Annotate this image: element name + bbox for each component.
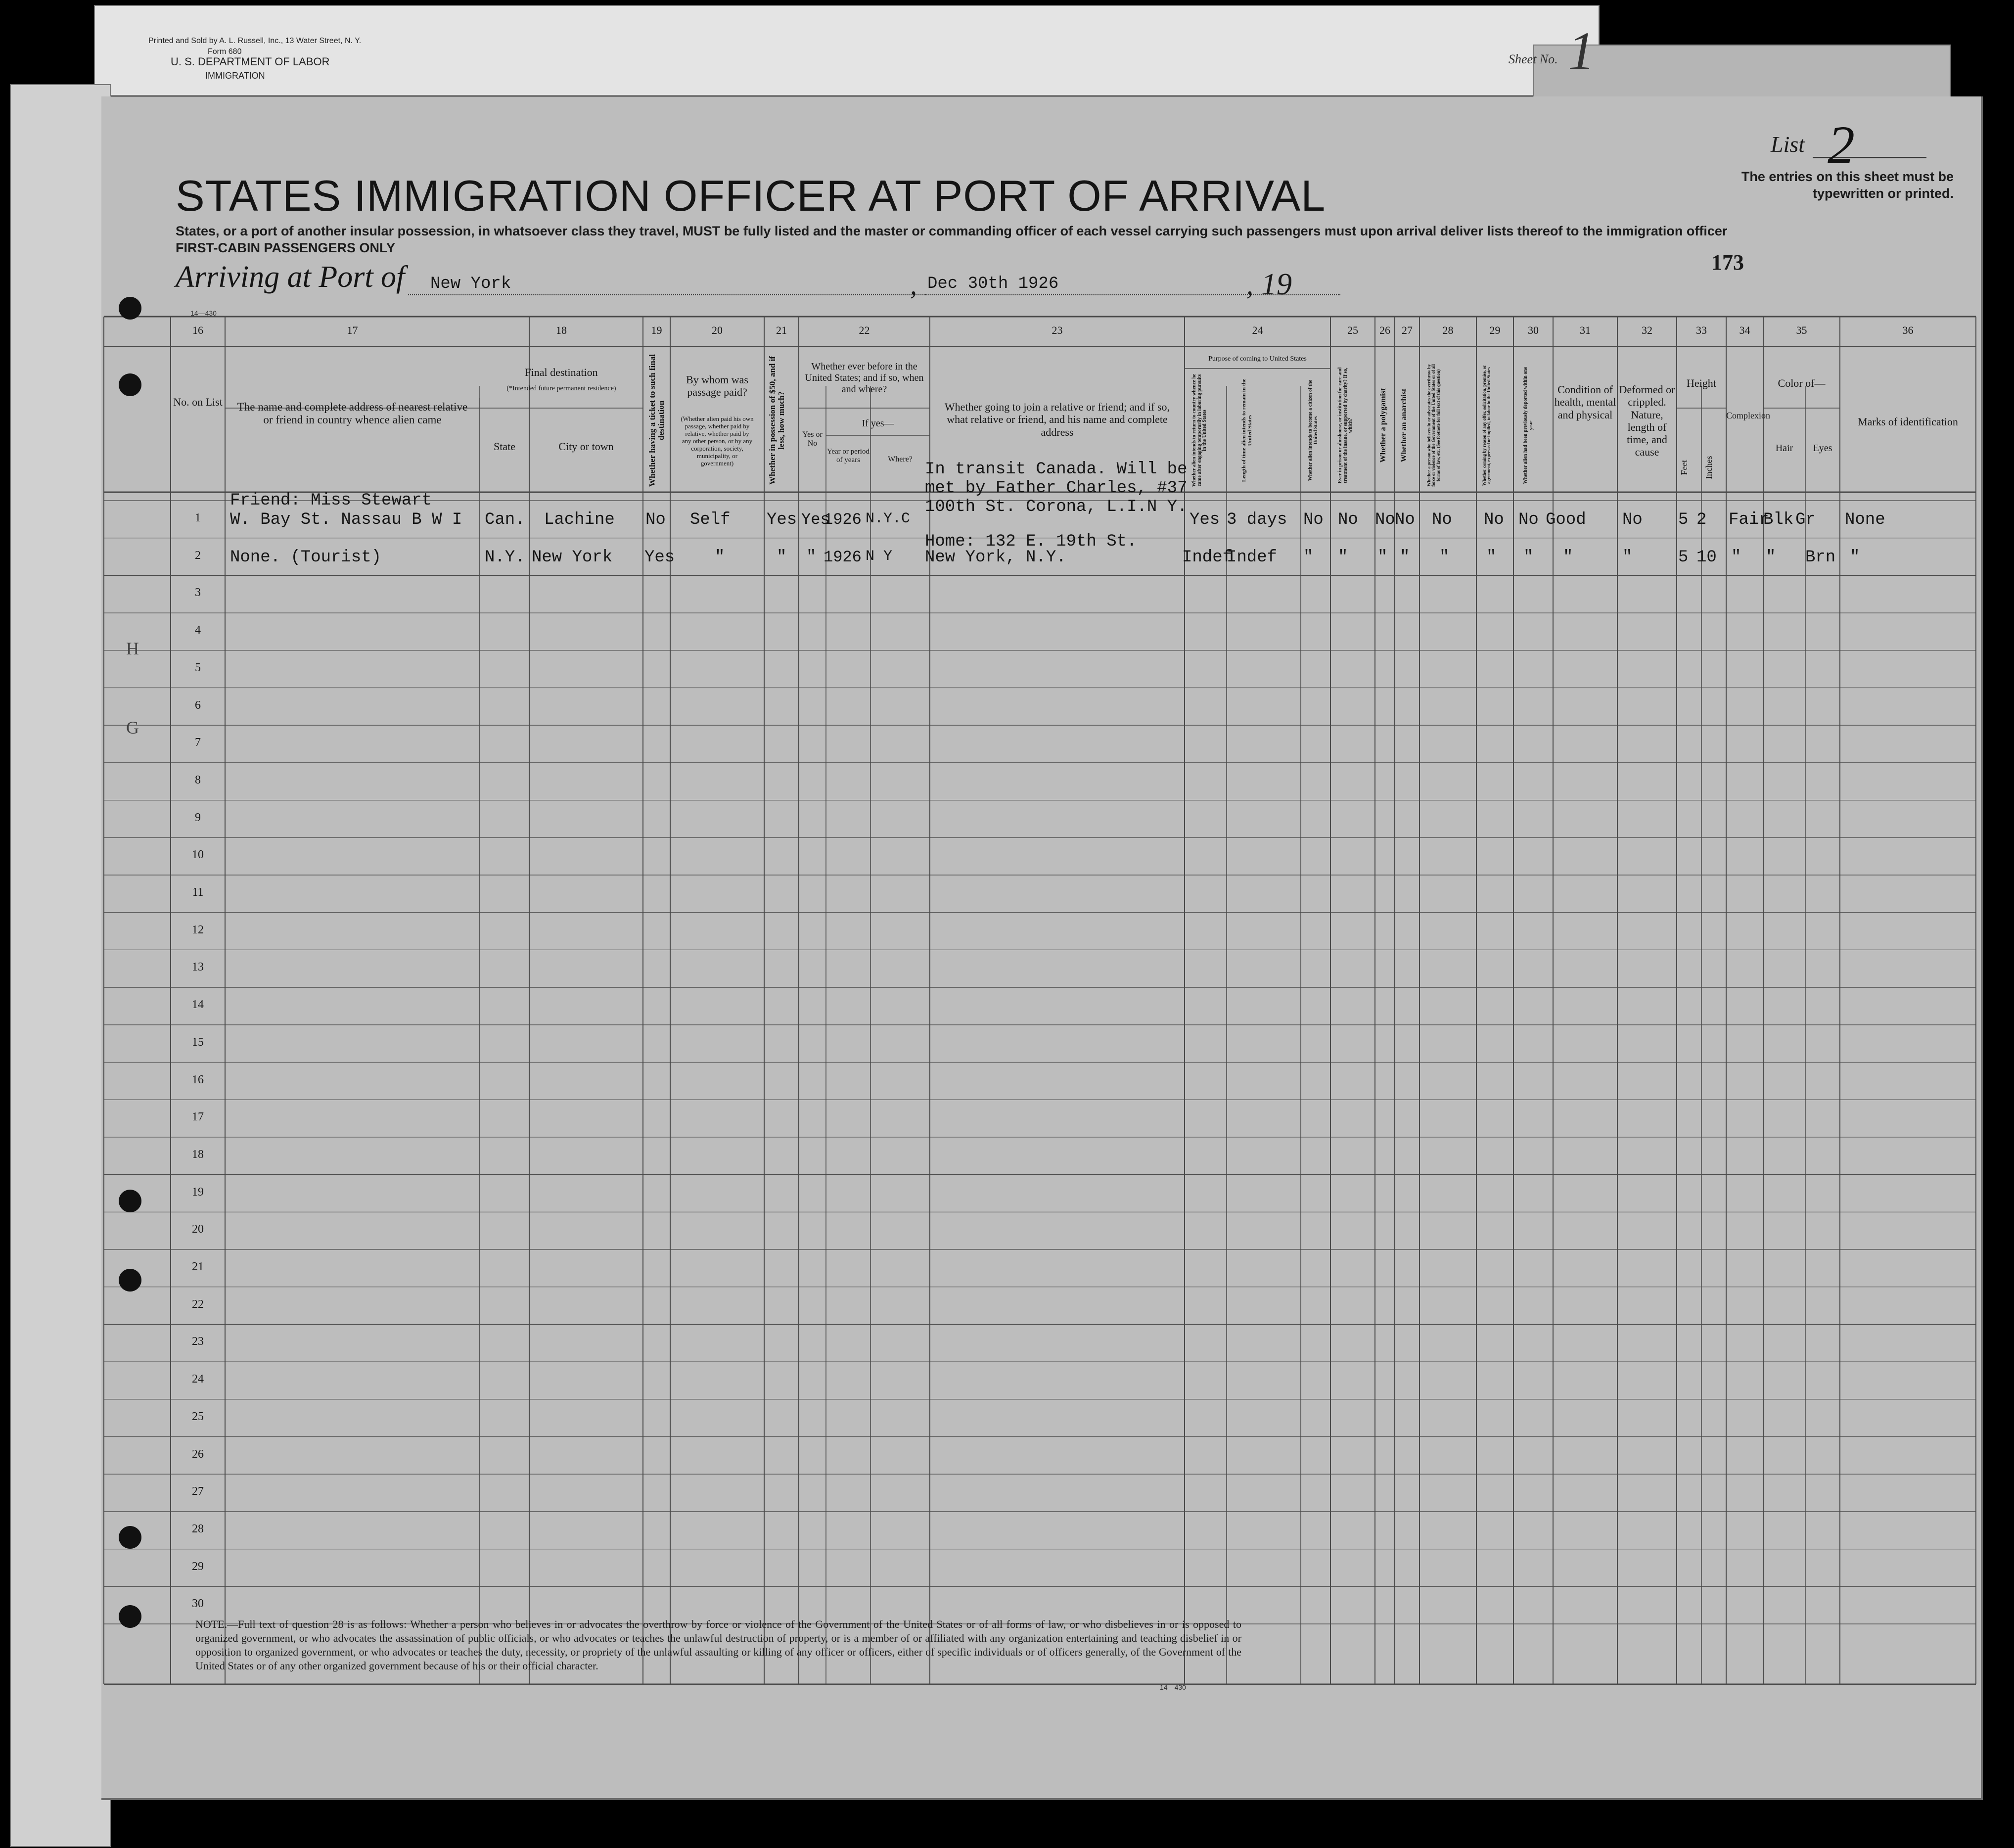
column-number-33: 33 xyxy=(1696,324,1707,336)
comma-1: , xyxy=(910,270,917,301)
row-number-11: 11 xyxy=(192,886,204,899)
row-number-2: 2 xyxy=(195,549,201,562)
row1-purpose-a: Yes xyxy=(1190,510,1220,529)
list-label: List xyxy=(1771,132,1805,157)
row2-deformed: " xyxy=(1622,548,1633,567)
row2-col30: " xyxy=(1523,548,1534,567)
row-number-17: 17 xyxy=(192,1110,204,1124)
row2-col26: " xyxy=(1377,548,1388,567)
header-q28: Whether a person who believes in or advocates the overthrow by force or violence of the Government of the United States or of all forms of law, etc. (See footnote for full text of this question) xyxy=(1426,364,1441,487)
header-ticket: Whether having a ticket to such final destination xyxy=(647,354,666,487)
form-code: 14—430 xyxy=(190,309,217,317)
header-city: City or town xyxy=(558,440,614,453)
header-passage-paid-note: (Whether alien paid his own passage, whether paid by relative, whether paid by any other person, or by any corporation, society, municipality, or government) xyxy=(681,415,754,467)
column-number-17: 17 xyxy=(347,324,358,336)
page-number: 173 xyxy=(1711,250,1744,275)
row-number-19: 19 xyxy=(192,1185,204,1199)
row1-health: Good xyxy=(1546,510,1586,529)
row1-deformed: No xyxy=(1622,510,1643,529)
row1-col29: No xyxy=(1484,510,1504,529)
header-height: Height xyxy=(1687,377,1716,389)
row1-purpose-c: No xyxy=(1303,510,1324,529)
column-number-21: 21 xyxy=(776,324,787,336)
entries-note: The entries on this sheet must be typewritten or printed. xyxy=(1741,169,1954,201)
header-complexion: Complexion xyxy=(1726,411,1770,420)
row1-ticket: No xyxy=(645,510,666,529)
row1-paid-by: Self xyxy=(690,510,731,529)
header-health: Condition of health, mental and physical xyxy=(1554,383,1616,421)
service: IMMIGRATION xyxy=(205,71,265,81)
header-deformed: Deformed or crippled. Nature, length of time, and cause xyxy=(1619,383,1675,459)
header-purpose-a: Whether alien intends to return to country whence he came after engaging temporarily in laboring pursuits in the United States xyxy=(1191,373,1207,487)
row2-state: N.Y. xyxy=(485,548,525,567)
column-number-31: 31 xyxy=(1580,324,1591,336)
header-q29: Whether coming by reason of any offer, solicitation, promise, or agreement, expressed or implied, to labor in the United States xyxy=(1482,365,1492,486)
row-number-13: 13 xyxy=(192,961,204,974)
row2-year: 1926 xyxy=(824,548,862,566)
column-number-34: 34 xyxy=(1739,324,1750,336)
row2-city: New York xyxy=(532,548,613,567)
column-number-32: 32 xyxy=(1642,324,1652,336)
row-number-3: 3 xyxy=(195,586,201,600)
header-prison: Ever in prison or almshouse, or institution for care and treatment of the insane, or supported by charity? If so, which? xyxy=(1337,367,1353,484)
row-number-4: 4 xyxy=(195,624,201,637)
row-number-10: 10 xyxy=(192,848,204,862)
row2-relative-line1: None. (Tourist) xyxy=(230,548,382,567)
row-number-14: 14 xyxy=(192,998,204,1012)
row2-purpose-b: Indef xyxy=(1227,548,1278,567)
row1-col26: No xyxy=(1375,510,1395,529)
form-number: Form 680 xyxy=(208,47,242,56)
row-number-8: 8 xyxy=(195,773,201,786)
row-number-20: 20 xyxy=(192,1223,204,1236)
row1-inches: 2 xyxy=(1696,510,1707,529)
header-eyes: Eyes xyxy=(1813,443,1832,454)
row-number-6: 6 xyxy=(195,698,201,712)
row-number-30: 30 xyxy=(192,1597,204,1611)
column-number-16: 16 xyxy=(192,324,203,336)
arriving-label: Arriving at Port of xyxy=(176,260,405,294)
column-number-20: 20 xyxy=(712,324,723,336)
row-number-16: 16 xyxy=(192,1073,204,1086)
row1-join-line3: 100th St. Corona, L.I.N Y. xyxy=(925,498,1188,516)
header-if-yes: If yes— xyxy=(862,418,894,429)
header-polygamist: Whether a polygamist xyxy=(1379,388,1387,463)
footnote-code: 14—430 xyxy=(1160,1683,1186,1691)
column-number-22: 22 xyxy=(859,324,870,336)
department: U. S. DEPARTMENT OF LABOR xyxy=(171,55,330,68)
row-number-5: 5 xyxy=(195,661,201,674)
sheet-no-label: Sheet No. xyxy=(1509,52,1558,66)
row-number-7: 7 xyxy=(195,736,201,749)
row-number-1: 1 xyxy=(195,511,201,524)
row-number-18: 18 xyxy=(192,1148,204,1161)
column-number-23: 23 xyxy=(1052,324,1063,336)
margin-mark-g: G xyxy=(126,718,139,738)
header-anarchist: Whether an anarchist xyxy=(1400,388,1408,462)
column-number-30: 30 xyxy=(1528,324,1539,336)
row2-marks: " xyxy=(1850,548,1860,567)
row-number-12: 12 xyxy=(192,923,204,936)
row2-col29: " xyxy=(1486,548,1497,567)
binder-hole xyxy=(119,1605,141,1628)
row1-join-line1: In transit Canada. Will be xyxy=(925,460,1188,479)
row2-purpose-c: " xyxy=(1303,548,1314,567)
row2-col27: " xyxy=(1400,548,1410,567)
row1-feet: 5 xyxy=(1678,510,1689,529)
row1-city: Lachine xyxy=(544,510,615,529)
row-number-27: 27 xyxy=(192,1485,204,1498)
row1-purpose-b: 3 days xyxy=(1227,510,1287,529)
header-purpose: Purpose of coming to United States xyxy=(1208,355,1307,363)
row-number-15: 15 xyxy=(192,1035,204,1049)
row2-eyes: Brn xyxy=(1805,548,1836,567)
row2-money: " xyxy=(777,548,787,567)
row-number-23: 23 xyxy=(192,1335,204,1348)
row1-relative-line1: Friend: Miss Stewart xyxy=(230,491,432,510)
comma-2: , xyxy=(1246,270,1253,301)
row1-marks: None xyxy=(1845,510,1885,529)
row2-ever-before: " xyxy=(806,548,817,567)
row1-relative-line2: W. Bay St. Nassau B W I xyxy=(230,510,462,529)
row2-col28: " xyxy=(1439,548,1450,567)
row-number-25: 25 xyxy=(192,1410,204,1423)
header-purpose-b: Length of time alien intends to remain in the United States xyxy=(1241,378,1253,482)
column-number-35: 35 xyxy=(1796,324,1807,336)
row1-state: Can. xyxy=(485,510,525,529)
header-inches: Inches xyxy=(1704,456,1714,479)
sheet-no-value: 1 xyxy=(1568,21,1595,81)
row1-money: Yes xyxy=(767,510,797,529)
row2-where: N Y xyxy=(866,548,893,565)
header-join-relative: Whether going to join a relative or friend; and if so, what relative or friend, and his name and complete address xyxy=(944,401,1170,438)
row2-purpose-a: Indef xyxy=(1182,548,1233,567)
header-final-destination: Final destination xyxy=(525,366,598,378)
column-number-27: 27 xyxy=(1402,324,1413,336)
page-title: STATES IMMIGRATION OFFICER AT PORT OF ARRIVAL xyxy=(176,171,1326,220)
header-passage-paid: By whom was passage paid? xyxy=(686,373,748,399)
subtitle-class: FIRST-CABIN PASSENGERS ONLY xyxy=(176,240,396,255)
row-number-24: 24 xyxy=(192,1373,204,1386)
binder-hole xyxy=(119,1269,141,1292)
row1-col30: No xyxy=(1518,510,1539,529)
row2-join-line1: Home: 132 E. 19th St. xyxy=(925,532,1137,551)
header-purpose-c: Whether alien intends to become a citizen of the United States xyxy=(1308,379,1319,481)
row-number-28: 28 xyxy=(192,1522,204,1535)
column-number-28: 28 xyxy=(1442,324,1454,336)
row2-complexion: " xyxy=(1731,548,1741,567)
printer-line: Printed and Sold by A. L. Russell, Inc., 13 Water Street, N. Y. xyxy=(148,37,362,45)
row-number-29: 29 xyxy=(192,1560,204,1573)
footnote-q28: NOTE.—Full text of question 28 is as follows: Whether a person who believes in or advocates the overthrow by force or violence of the Government of the United States or of all forms of law, or who disbelieves in or is opposed to organized government, or who advocates the assassination of public officials, or who advocates or teaches the unlawful destruction of property, or is a member of or affiliated with any organization entertaining and teaching disbelief in or opposition to organized government, or who advocates or teaches the duty, necessity, or propriety of the unlawful assaulting or killing of any officer or officers, either of specific individuals or of officers generally, of the Government of the United States or of any other organized government because of his or their official character. xyxy=(195,1618,1241,1672)
header-marks: Marks of identification xyxy=(1858,416,1958,428)
column-number-25: 25 xyxy=(1347,324,1358,336)
header-where: Where? xyxy=(888,455,913,463)
row1-col25: No xyxy=(1338,510,1358,529)
binder-hole xyxy=(119,1190,141,1212)
row1-complexion: Fair xyxy=(1729,510,1769,529)
header-possession-50: Whether in possession of $50, and if less, how much? xyxy=(768,356,786,485)
row-number-26: 26 xyxy=(192,1447,204,1461)
row1-eyes: Gr xyxy=(1795,510,1816,529)
binder-hole xyxy=(119,297,141,320)
header-q30: Whether alien had been previously deported within one year xyxy=(1523,367,1534,484)
row2-ticket: Yes xyxy=(644,548,675,567)
row2-col25: " xyxy=(1338,548,1348,567)
date-value: Dec 30th 1926 xyxy=(927,275,1059,293)
row-number-22: 22 xyxy=(192,1297,204,1311)
row2-health: " xyxy=(1563,548,1573,567)
row1-hair: Blk xyxy=(1763,510,1794,529)
column-number-19: 19 xyxy=(651,324,662,336)
row1-col28: No xyxy=(1432,510,1452,529)
column-number-29: 29 xyxy=(1489,324,1501,336)
row1-year: 1926 xyxy=(824,510,862,529)
row1-ever-before: Yes xyxy=(801,510,830,529)
row1-col27: No xyxy=(1395,510,1415,529)
row-number-21: 21 xyxy=(192,1260,204,1273)
header-final-destination-note: (*Intended future permanent residence) xyxy=(506,385,616,392)
column-number-24: 24 xyxy=(1252,324,1263,336)
row2-inches: 10 xyxy=(1696,548,1717,567)
header-yes-or-no: Yes or No xyxy=(802,430,823,448)
column-number-18: 18 xyxy=(556,324,567,336)
row1-join-line2: met by Father Charles, #37 xyxy=(925,479,1188,498)
header-color-of: Color of— xyxy=(1778,377,1826,389)
row2-paid-by: " xyxy=(715,548,725,567)
column-number-26: 26 xyxy=(1379,324,1390,336)
binder-hole xyxy=(119,1526,141,1549)
list-value: 2 xyxy=(1828,115,1855,175)
column-number-36: 36 xyxy=(1902,324,1914,336)
binder-hole xyxy=(119,373,141,396)
margin-mark-h: H xyxy=(126,639,139,658)
header-hair: Hair xyxy=(1775,443,1793,454)
header-year-period: Year or period of years xyxy=(827,448,870,464)
header-nearest-relative: The name and complete address of nearest relative or friend in country whence alien came xyxy=(237,401,468,426)
row2-hair: " xyxy=(1766,548,1776,567)
header-feet: Feet xyxy=(1679,460,1689,475)
row2-feet: 5 xyxy=(1678,548,1689,567)
row2-join-line2: New York, N.Y. xyxy=(925,548,1066,567)
row-number-9: 9 xyxy=(195,811,201,824)
header-no-on-list: No. on List xyxy=(173,396,223,408)
header-ever-before: Whether ever before in the United States; and if so, when and where? xyxy=(805,361,924,395)
year-prefix: 19 xyxy=(1261,268,1292,301)
subtitle-text: States, or a port of another insular possession, in whatsoever class they travel, MUST be fully listed and the master or commanding officer of each vessel carrying such passengers must upon arrival deliver lists thereof to the immigration officer xyxy=(176,224,1728,238)
header-state: State xyxy=(494,440,515,453)
port-value: New York xyxy=(430,275,511,293)
row1-where: N.Y.C xyxy=(866,510,911,527)
